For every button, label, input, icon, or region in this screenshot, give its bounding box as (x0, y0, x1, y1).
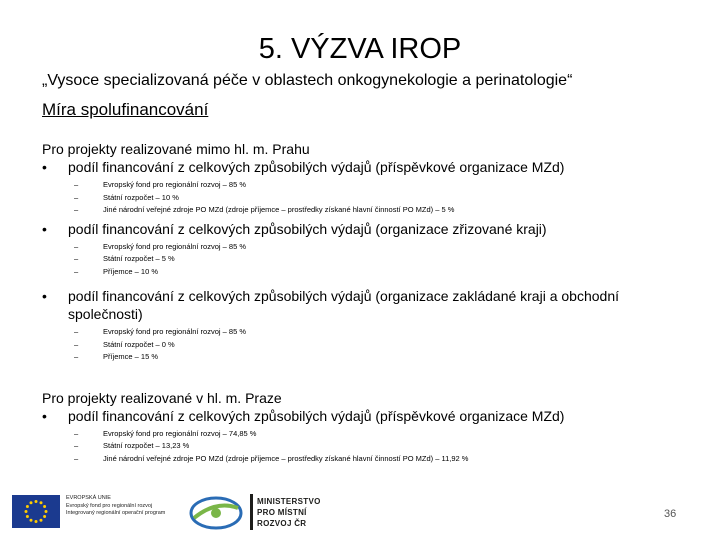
ministry-line-3: ROZVOJ ČR (257, 518, 307, 528)
dash-glyph: – (74, 241, 79, 251)
dash-glyph: – (74, 192, 79, 202)
slide-subtitle: „Vysoce specializovaná péče v oblastech onkogynekologie a perinatologie“ (42, 72, 573, 89)
sub-item (42, 339, 682, 352)
eu-flag-icon (12, 495, 60, 528)
dash-glyph: – (74, 352, 79, 361)
bullet-text: podíl financování z celkových způsobilých výdajů (organizace zřizované kraji) (68, 220, 547, 237)
sub-item-text: Evropský fond pro regionální rozvoj – 85 % (103, 180, 246, 189)
bullet-item (42, 407, 682, 425)
eu-line-1: EVROPSKÁ UNIE (66, 495, 111, 501)
dash-glyph: – (74, 266, 79, 276)
bullet-text: podíl financování z celkových způsobilých výdajů (příspěvkové organizace MZd) (68, 407, 565, 424)
sub-item (42, 351, 682, 364)
dash-glyph: – (74, 428, 79, 438)
ministry-line-2: PRO MÍSTNÍ (257, 507, 307, 517)
bullet-text: podíl financování z celkových způsobilých výdajů (příspěvkové organizace MZd) (68, 159, 565, 175)
slide-content (42, 140, 682, 468)
sub-list (42, 179, 682, 217)
page-number: 36 (664, 508, 677, 520)
bullet-glyph: • (42, 220, 47, 237)
dash-glyph: – (74, 339, 79, 349)
ministry-logo-bar (250, 494, 253, 530)
sub-list (42, 326, 682, 364)
bullet-item (42, 287, 682, 323)
sub-item-text: Jiné národní veřejné zdroje PO MZd (zdroje příjemce – prostředky získané hlavní činností PO MZd) – 11,92 % (103, 453, 469, 463)
section2-title: Pro projekty realizované v hl. m. Praze (42, 389, 282, 406)
sub-item (42, 266, 682, 279)
sub-item-text: Příjemce – 15 % (103, 352, 159, 361)
sub-list (42, 241, 682, 279)
sub-item (42, 241, 682, 254)
sub-item (42, 192, 682, 205)
section1-title: Pro projekty realizované mimo hl. m. Prahu (42, 141, 310, 157)
dash-glyph: – (74, 327, 79, 336)
bullet-glyph: • (42, 288, 47, 304)
bullet-glyph: • (42, 407, 47, 424)
sub-item-text: Státní rozpočet – 10 % (103, 192, 179, 202)
sub-item-text: Příjemce – 10 % (103, 266, 159, 276)
eu-logo-block (12, 495, 186, 528)
ministry-line-1: MINISTERSTVO (257, 496, 321, 506)
ministry-logo-text (257, 496, 321, 529)
sub-item-text: Evropský fond pro regionální rozvoj – 85 % (103, 327, 246, 336)
bullet-item (42, 220, 682, 238)
bullet-glyph: • (42, 159, 47, 175)
sub-item (42, 326, 682, 339)
eu-line-2: Evropský fond pro regionální rozvoj (66, 502, 153, 509)
sub-item (42, 453, 682, 466)
sub-item (42, 253, 682, 266)
dash-glyph: – (74, 180, 79, 189)
ministry-logo (250, 494, 321, 530)
dash-glyph: – (74, 441, 79, 450)
sub-item (42, 428, 682, 441)
slide-title: 5. VÝZVA IROP (258, 33, 462, 65)
dash-glyph: – (74, 254, 79, 263)
dash-glyph: – (74, 205, 79, 214)
sub-item-text: Státní rozpočet – 5 % (103, 254, 175, 263)
sub-list (42, 428, 682, 466)
sub-item-text: Evropský fond pro regionální rozvoj – 85 % (103, 241, 246, 251)
bullet-item (42, 158, 682, 176)
section-heading: Míra spolufinancování (42, 100, 209, 119)
eu-text (66, 495, 186, 518)
sub-item-text: Státní rozpočet – 0 % (103, 339, 175, 349)
sub-item (42, 179, 682, 192)
bullet-text: podíl financování z celkových způsobilých výdajů (organizace zakládané kraji a obchodní společnosti) (68, 288, 619, 322)
sub-item-text: Evropský fond pro regionální rozvoj – 74,85 % (103, 428, 257, 438)
irop-logo-icon (188, 494, 244, 532)
sub-item (42, 440, 682, 453)
sub-item (42, 204, 682, 217)
sub-item-text: Státní rozpočet – 13,23 % (103, 441, 190, 450)
sub-item-text: Jiné národní veřejné zdroje PO MZd (zdroje příjemce – prostředky získané hlavní činností PO MZd) – 5 % (103, 205, 455, 214)
dash-glyph: – (74, 453, 79, 463)
eu-line-3: Integrovaný regionální operační program (66, 510, 166, 516)
